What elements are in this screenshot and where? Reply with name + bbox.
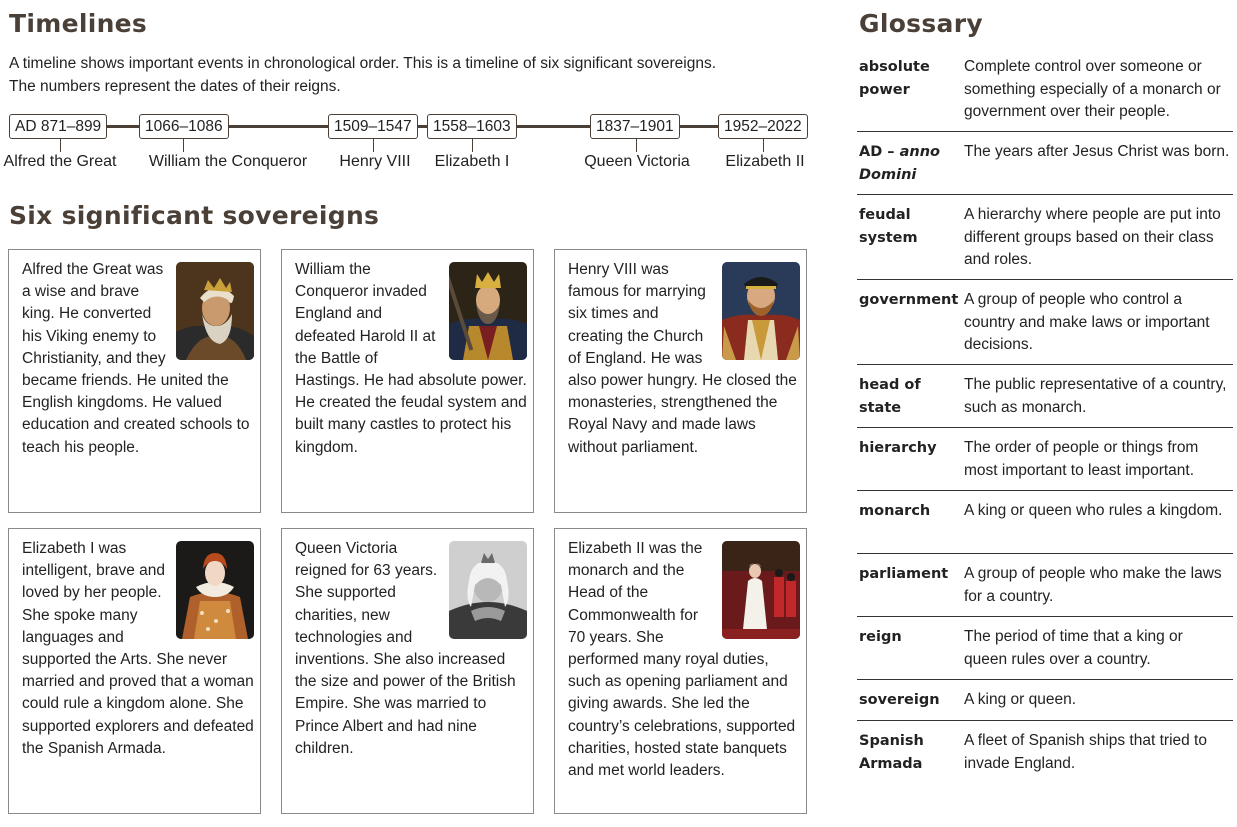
timeline-date-william: 1066–1086 xyxy=(139,114,229,139)
card-text-elizabeth-i: Elizabeth I was intelligent, brave and loved by her people. She spoke many languages and supported the Arts. She never married and proved that a woman could rule a kingdom alone. She supported explorers and defeated the Spanish Armada. xyxy=(22,540,254,757)
sovereign-card-henry xyxy=(554,249,807,513)
glossary-row xyxy=(857,56,1233,132)
timeline-date-victoria: 1837–1901 xyxy=(590,114,680,139)
card-content xyxy=(22,538,254,760)
glossary-row xyxy=(857,195,1233,280)
victoria-portrait xyxy=(449,541,527,639)
glossary-term-ad: AD – xyxy=(859,144,900,160)
glossary-row xyxy=(857,554,1233,617)
glossary-term: parliament xyxy=(859,566,949,582)
glossary-term: feudal system xyxy=(859,207,918,246)
glossary-term: hierarchy xyxy=(859,440,937,456)
card-content xyxy=(295,538,527,760)
card-content xyxy=(295,259,527,459)
glossary-term: sovereign xyxy=(859,692,940,708)
glossary-row xyxy=(857,680,1233,721)
glossary-term: Spanish Armada xyxy=(859,733,924,772)
glossary-row xyxy=(857,132,1233,195)
timeline-tick xyxy=(183,139,184,152)
glossary-term: monarch xyxy=(859,503,931,519)
glossary-term: reign xyxy=(859,629,902,645)
card-text-henry: Henry VIII was famous for marrying six times and creating the Church of England. He was also power hungry. He closed the monasteries, strengthened the Royal Navy and made laws without parliament. xyxy=(568,261,797,456)
glossary-definition: Complete control over someone or something especially of a monarch or government over their people. xyxy=(964,58,1221,120)
card-text-william: William the Conqueror invaded England and defeated Harold II at the Battle of Hastings. He had absolute power. He created the feudal system and built many castles to protect his kingdom. xyxy=(295,261,527,456)
henry-portrait xyxy=(722,262,800,360)
timeline-date-elizabeth-ii: 1952–2022 xyxy=(718,114,808,139)
glossary-row xyxy=(857,721,1233,784)
elizabeth-ii-portrait xyxy=(722,541,800,639)
timeline-tick xyxy=(60,139,61,152)
sovereign-card-william xyxy=(281,249,534,513)
sovereign-card-alfred xyxy=(8,249,261,513)
glossary-term: government xyxy=(859,292,959,308)
elizabeth-i-portrait xyxy=(176,541,254,639)
timeline-name-elizabeth-ii: Elizabeth II xyxy=(725,153,805,170)
timeline-name-victoria: Queen Victoria xyxy=(584,153,690,170)
glossary-term xyxy=(859,141,963,186)
glossary-row xyxy=(857,280,1233,365)
card-content xyxy=(22,259,254,459)
timeline-tick xyxy=(763,139,764,152)
glossary-row xyxy=(857,617,1233,680)
glossary-definition: The order of people or things from most important to least important. xyxy=(964,439,1199,479)
timeline-tick xyxy=(373,139,374,152)
sovereign-card-elizabeth-i xyxy=(8,528,261,814)
glossary-definition: A king or queen. xyxy=(964,691,1077,708)
timeline-date-elizabeth-i: 1558–1603 xyxy=(427,114,517,139)
timeline-name-elizabeth-i: Elizabeth I xyxy=(434,153,510,170)
glossary-row xyxy=(857,428,1233,491)
glossary-definition: A fleet of Spanish ships that tried to invade England. xyxy=(964,732,1207,772)
card-text-victoria: Queen Victoria reigned for 63 years. She supported charities, new technologies and inventions. She also increased the size and power of the British Empire. She was married to Prince Albert and had nine children. xyxy=(295,540,516,757)
glossary-definition: A group of people who control a country and make laws or important decisions. xyxy=(964,291,1210,353)
card-text-elizabeth-ii: Elizabeth II was the monarch and the Head of the Commonwealth for 70 years. She performed many royal duties, such as opening parliament and giving awards. She led the country’s celebrations, supported charities, hosted state banquets and met world leaders. xyxy=(568,540,796,780)
card-content xyxy=(568,259,800,459)
timeline-date-henry: 1509–1547 xyxy=(328,114,418,139)
glossary-row xyxy=(857,491,1233,554)
alfred-portrait xyxy=(176,262,254,360)
glossary-definition: A group of people who make the laws for a country. xyxy=(964,565,1222,605)
timeline-name-william: William the Conqueror xyxy=(148,153,308,170)
glossary-definition: The years after Jesus Christ was born. xyxy=(964,143,1230,160)
timeline-name-alfred: Alfred the Great xyxy=(3,153,117,170)
william-portrait xyxy=(449,262,527,360)
card-text-alfred: Alfred the Great was a wise and brave king. He converted his Viking enemy to Christianity, and they became friends. He united the English kingdoms. He valued education and created schools to teach his people. xyxy=(22,261,250,456)
timelines-intro xyxy=(9,52,716,98)
timeline-tick xyxy=(636,139,637,152)
sovereign-card-victoria xyxy=(281,528,534,814)
timeline-tick xyxy=(472,139,473,152)
intro-line-2: The numbers represent the dates of their reigns. xyxy=(9,78,341,95)
glossary-definition: The period of time that a king or queen rules over a country. xyxy=(964,628,1183,668)
glossary-row xyxy=(857,365,1233,428)
sovereign-card-elizabeth-ii xyxy=(554,528,807,814)
glossary-title: Glossary xyxy=(859,9,983,38)
sovereigns-title: Six significant sovereigns xyxy=(9,201,380,230)
timeline-name-henry: Henry VIII xyxy=(339,153,411,170)
glossary-definition: A hierarchy where people are put into different groups based on their class and roles. xyxy=(964,206,1221,268)
glossary-definition: A king or queen who rules a kingdom. xyxy=(964,502,1223,519)
glossary-term: absolute power xyxy=(859,59,930,98)
glossary-definition: The public representative of a country, such as monarch. xyxy=(964,376,1227,416)
glossary-term: head of state xyxy=(859,377,921,416)
timeline-date-alfred: AD 871–899 xyxy=(9,114,107,139)
intro-line-1: A timeline shows important events in chronological order. This is a timeline of six significant sovereigns. xyxy=(9,55,717,72)
timelines-title: Timelines xyxy=(9,9,148,38)
glossary-term-anno-domini: anno Domini xyxy=(859,144,941,183)
card-content xyxy=(568,538,800,782)
